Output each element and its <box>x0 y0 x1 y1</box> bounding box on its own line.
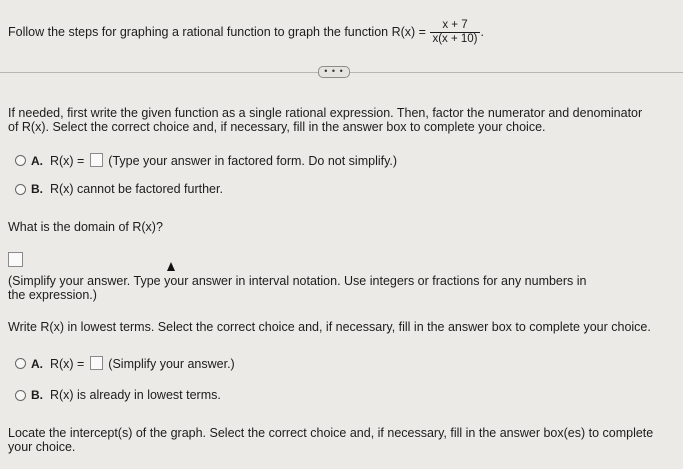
domain-question: What is the domain of R(x)? <box>8 220 163 234</box>
step1-option-b-radio[interactable] <box>15 184 26 195</box>
step3-option-a[interactable] <box>31 356 235 372</box>
step1-option-a-letter: A. <box>31 154 43 168</box>
step1-instruction-line2: of R(x). Select the correct choice and, if necessary, fill in the answer box to complete your choice. <box>8 120 546 134</box>
step3-option-b-letter: B. <box>31 388 43 402</box>
step3-answer-box[interactable] <box>90 356 103 370</box>
step1-instruction-line1: If needed, first write the given function as a single rational expression. Then, factor the numerator and denominator <box>8 106 643 120</box>
step3-option-b-text: R(x) is already in lowest terms. <box>49 388 221 402</box>
step3-option-a-radio[interactable] <box>15 358 26 369</box>
step3-instruction-line1: Write R(x) in lowest terms. Select the correct choice and, if necessary, fill in the answer box to complete your choice. <box>8 320 651 334</box>
domain-hint-line1: (Simplify your answer. Type your answer in interval notation. Use integers or fractions for any numbers in <box>8 274 587 288</box>
step4-instruction-line2: your choice. <box>8 440 76 454</box>
step1-option-a-suffix: (Type your answer in factored form. Do not simplify.) <box>108 154 398 168</box>
intro-period: . <box>480 24 484 39</box>
step1-answer-box[interactable] <box>90 153 103 167</box>
domain-answer-box[interactable] <box>8 252 23 267</box>
more-options-button[interactable]: • • • <box>318 66 350 78</box>
step3-option-a-letter: A. <box>31 357 43 371</box>
fraction-numerator: x + 7 <box>442 19 468 31</box>
step3-option-b[interactable] <box>31 388 221 403</box>
fraction-denominator: x(x + 10) <box>432 33 478 45</box>
step3-option-a-suffix: (Simplify your answer.) <box>108 357 235 371</box>
function-lhs: R(x) = <box>391 24 426 39</box>
intro-text: Follow the steps for graphing a rational function to graph the function <box>8 24 389 39</box>
step1-option-b-letter: B. <box>31 182 43 196</box>
step4-instruction-line1: Locate the intercept(s) of the graph. Select the correct choice and, if necessary, fill in the answer box(es) to complete <box>8 426 654 440</box>
step1-option-b[interactable] <box>31 182 223 197</box>
step1-option-a-prefix: R(x) = <box>49 154 85 168</box>
step1-option-a-radio[interactable] <box>15 155 26 166</box>
step3-option-b-radio[interactable] <box>15 390 26 401</box>
step1-option-b-text: R(x) cannot be factored further. <box>49 182 223 196</box>
function-fraction <box>430 19 479 46</box>
step1-option-a[interactable] <box>31 153 397 169</box>
mouse-cursor-icon <box>167 262 175 271</box>
step3-option-a-prefix: R(x) = <box>49 357 85 371</box>
intro-line <box>8 19 484 46</box>
domain-hint-line2: the expression.) <box>8 288 97 302</box>
